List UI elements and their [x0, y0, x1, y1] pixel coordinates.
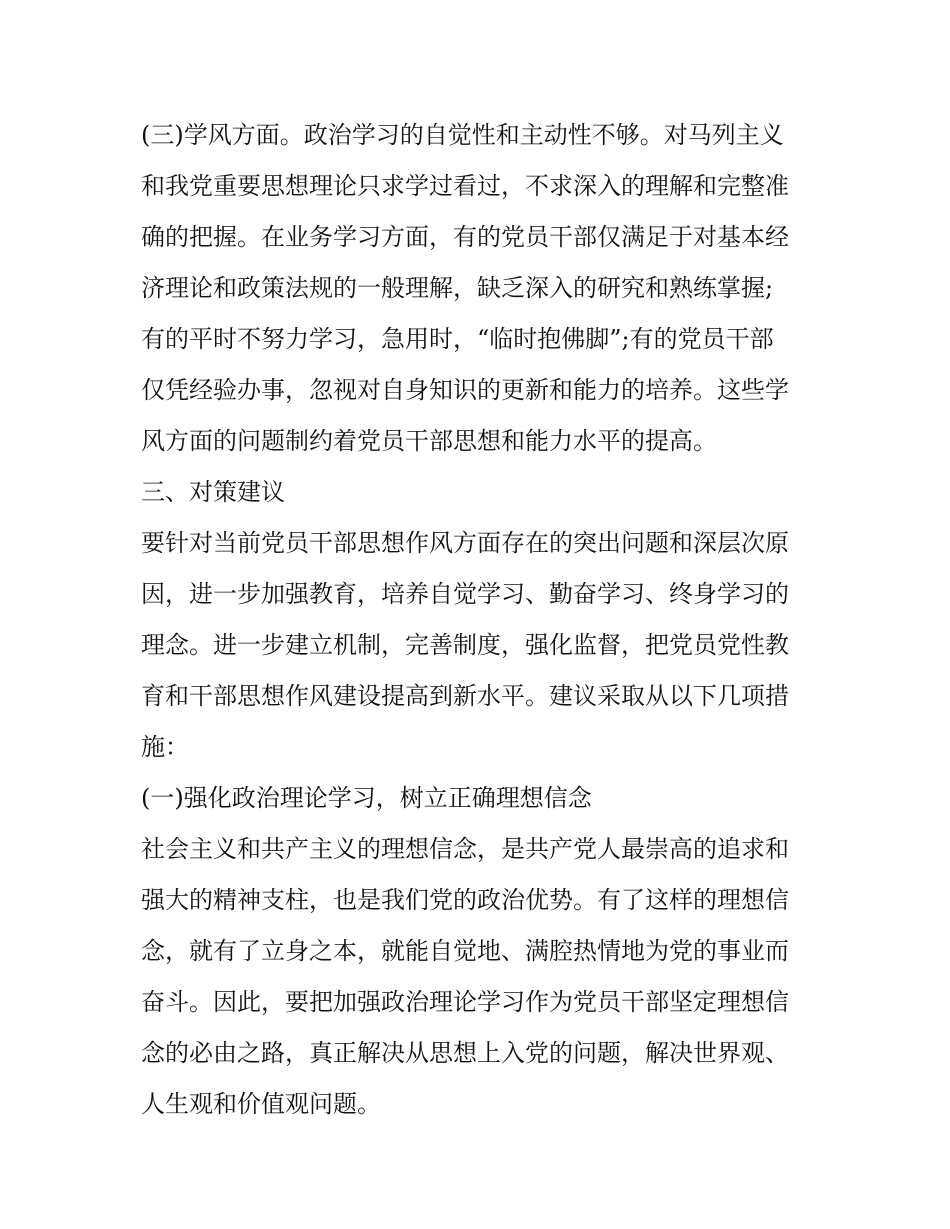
- text-line-7: 风方面的问题制约着党员干部思想和能力水平的提高。: [141, 427, 717, 455]
- text-line-17: 念，就有了立身之本，就能自觉地、满腔热情地为党的事业而: [141, 937, 789, 965]
- text-line-16: 强大的精神支柱，也是我们党的政治优势。有了这样的理想信: [141, 886, 789, 914]
- text-line-1: (三)学风方面。政治学习的自觉性和主动性不够。对马列主义: [141, 121, 784, 149]
- text-line-20: 人生观和价值观问题。: [141, 1090, 381, 1118]
- subsection-heading: (一)强化政治理论学习，树立正确理想信念: [141, 784, 592, 812]
- document-body: [141, 110, 821, 1130]
- text-line-12: 育和干部思想作风建设提高到新水平。建议采取从以下几项措: [141, 682, 789, 710]
- text-line-15: 社会主义和共产主义的理想信念，是共产党人最崇高的追求和: [141, 835, 789, 863]
- text-line-13: 施：: [141, 733, 189, 761]
- text-line-18: 奋斗。因此，要把加强政治理论学习作为党员干部坚定理想信: [141, 988, 789, 1016]
- section-heading: 三、对策建议: [141, 478, 285, 506]
- text-line-5: 有的平时不努力学习，急用时，“临时抱佛脚”;有的党员干部: [141, 325, 774, 353]
- text-line-6: 仅凭经验办事，忽视对自身知识的更新和能力的培养。这些学: [141, 376, 789, 404]
- text-line-19: 念的必由之路，真正解决从思想上入党的问题，解决世界观、: [141, 1039, 789, 1067]
- text-line-2: 和我党重要思想理论只求学过看过，不求深入的理解和完整准: [141, 172, 789, 200]
- text-line-9: 要针对当前党员干部思想作风方面存在的突出问题和深层次原: [141, 529, 789, 557]
- text-line-11: 理念。进一步建立机制，完善制度，强化监督，把党员党性教: [141, 631, 789, 659]
- text-line-3: 确的把握。在业务学习方面，有的党员干部仅满足于对基本经: [141, 223, 789, 251]
- text-line-4: 济理论和政策法规的一般理解，缺乏深入的研究和熟练掌握;: [141, 274, 774, 302]
- text-line-10: 因，进一步加强教育，培养自觉学习、勤奋学习、终身学习的: [141, 580, 789, 608]
